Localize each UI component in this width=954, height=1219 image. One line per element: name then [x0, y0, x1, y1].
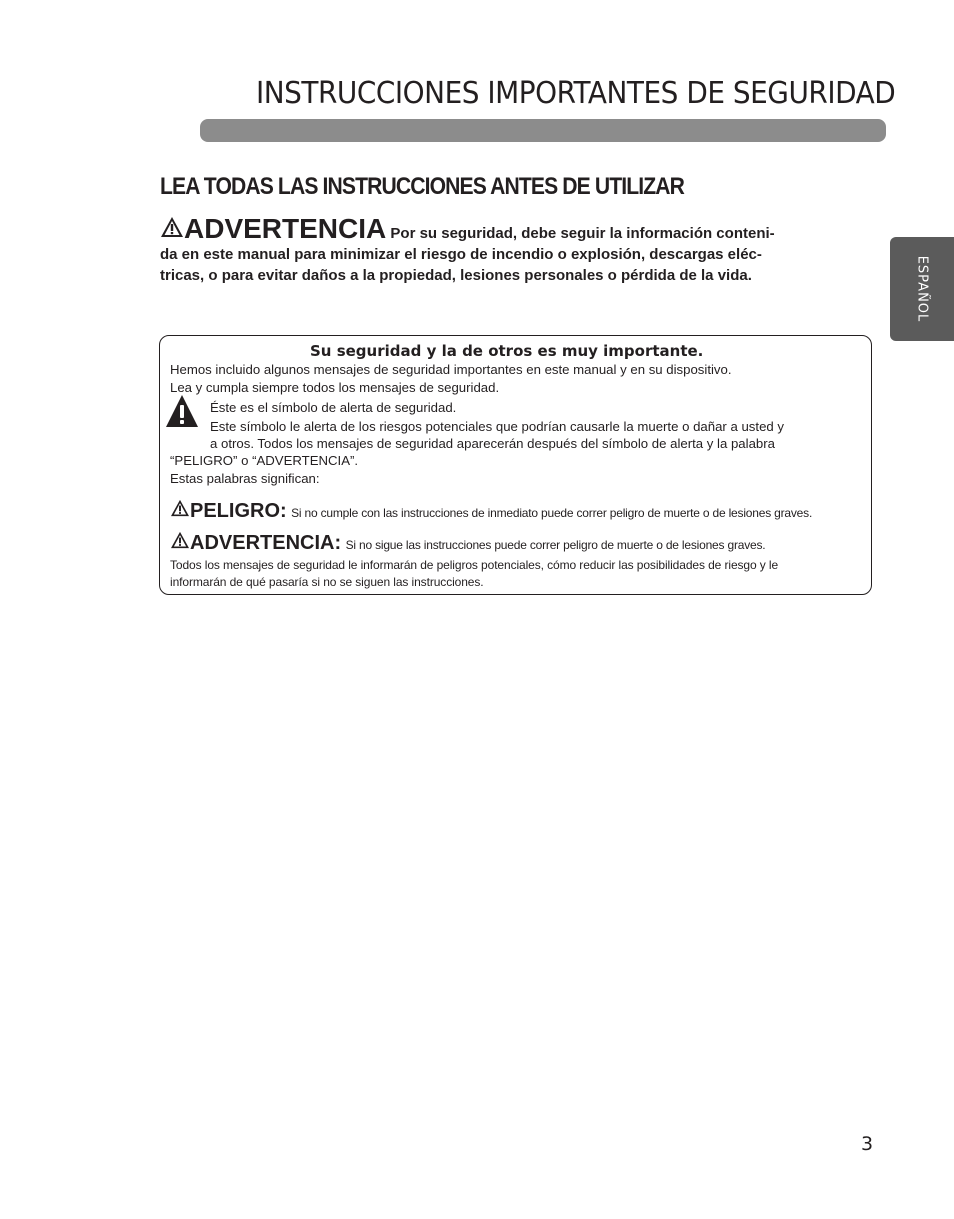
- warning-text-line-1: Por su seguridad, debe seguir la información conteni-: [390, 225, 775, 242]
- danger-triangle-icon: [170, 499, 190, 522]
- alert-symbol-icon: [165, 394, 199, 433]
- safety-box-title: Su seguridad y la de otros es muy importante.: [310, 342, 704, 360]
- safety-line: Hemos incluido algunos mensajes de seguridad importantes en este manual y en su dispositivo.: [170, 362, 732, 377]
- danger-signal-word: PELIGRO:: [190, 500, 287, 522]
- safety-line: Estas palabras significan:: [170, 471, 320, 486]
- safety-footer-line: Todos los mensajes de seguridad le informarán de peligros potenciales, cómo reducir las posibilidades de riesgo y le: [170, 558, 779, 572]
- title-underline-bar: [200, 119, 886, 142]
- safety-line: Lea y cumpla siempre todos los mensajes de seguridad.: [170, 380, 500, 395]
- safety-footer-line: informarán de qué pasaría si no se siguen las instrucciones.: [170, 575, 484, 589]
- safety-line: a otros. Todos los mensajes de seguridad aparecerán después del símbolo de alerta y la palabra: [210, 436, 775, 451]
- page-title: INSTRUCCIONES IMPORTANTES DE SEGURIDAD: [256, 76, 896, 111]
- language-side-tab: [890, 237, 954, 341]
- warning-paragraph: [160, 214, 840, 286]
- warning-triangle-icon: [160, 216, 184, 244]
- danger-text: Si no cumple con las instrucciones de inmediato puede correr peligro de muerte o de lesiones graves.: [291, 506, 813, 520]
- section-heading: LEA TODAS LAS INSTRUCCIONES ANTES DE UTILIZAR: [160, 173, 685, 200]
- safety-line: “PELIGRO” o “ADVERTENCIA”.: [170, 453, 359, 468]
- warning-small-triangle-icon: [170, 531, 190, 554]
- page-number: 3: [861, 1133, 874, 1155]
- warning-signal-word: ADVERTENCIA: [184, 213, 387, 244]
- warning-text-line-3: tricas, o para evitar daños a la propiedad, lesiones personales o pérdida de la vida.: [160, 267, 752, 284]
- warning-text-line-2: da en este manual para minimizar el riesgo de incendio o explosión, descargas eléc-: [160, 246, 762, 263]
- side-tab-label: ESPAÑOL: [914, 255, 930, 323]
- safety-line: Este símbolo le alerta de los riesgos potenciales que podrían causarle la muerte o dañar a usted y: [210, 419, 784, 434]
- danger-row: [170, 499, 812, 523]
- warning-row: [170, 531, 765, 555]
- warning-box-text: Si no sigue las instrucciones puede correr peligro de muerte o de lesiones graves.: [345, 538, 766, 552]
- safety-info-box: [159, 335, 872, 595]
- safety-line: Éste es el símbolo de alerta de seguridad.: [210, 400, 457, 415]
- warning-box-signal-word: ADVERTENCIA:: [190, 532, 342, 554]
